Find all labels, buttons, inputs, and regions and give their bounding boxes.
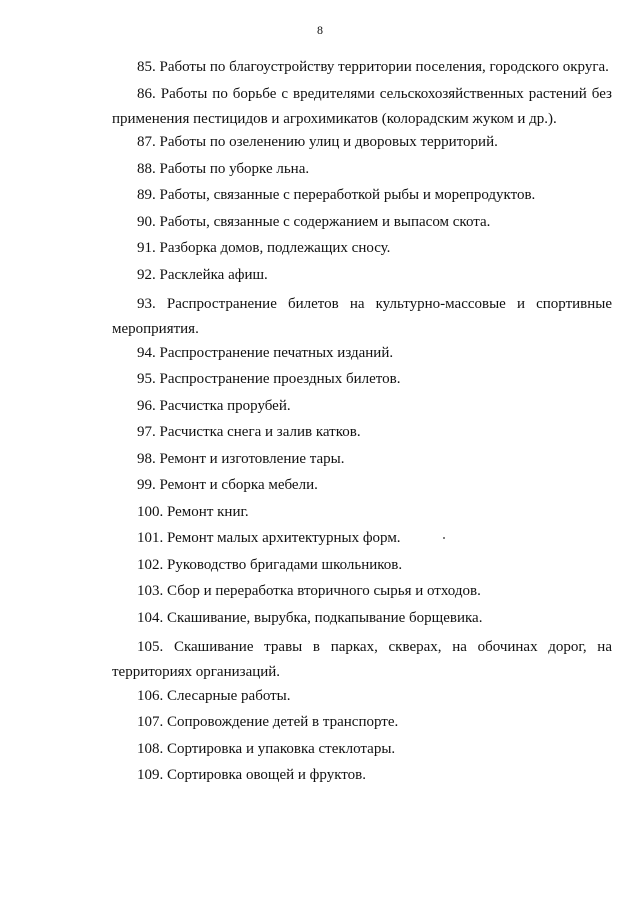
item-number: 86. <box>137 85 156 102</box>
list-item <box>112 713 612 731</box>
item-number: 108. <box>137 740 164 757</box>
list-item <box>112 266 612 284</box>
list-item <box>112 239 612 257</box>
list-item <box>112 133 612 151</box>
scan-speck <box>443 537 445 539</box>
item-text: Работы по борьбе с вредителями сельскохозяйственных растений без применения пестицидов и агрохимикатов (колорадским жуком и др.). <box>112 85 612 127</box>
list-item <box>112 529 612 547</box>
item-text: Разборка домов, подлежащих сносу. <box>159 240 391 256</box>
list-item <box>112 450 612 468</box>
list-item <box>112 160 612 178</box>
list-item <box>112 370 612 388</box>
item-text: Ремонт и изготовление тары. <box>159 450 345 467</box>
item-number: 89. <box>137 187 156 203</box>
item-text: Сортировка овощей и фруктов. <box>167 767 366 783</box>
item-number: 105. <box>137 639 164 655</box>
list-item <box>112 476 612 494</box>
item-text: Работы, связанные с переработкой рыбы и морепродуктов. <box>159 187 536 203</box>
item-number: 87. <box>137 134 156 150</box>
list-item <box>112 423 612 441</box>
item-number: 99. <box>137 477 156 493</box>
list-item <box>112 766 612 784</box>
item-text: Расклейка афиш. <box>159 266 268 283</box>
item-text: Сопровождение детей в транспорте. <box>167 714 399 730</box>
item-text: Расчистка снега и залив катков. <box>159 424 361 440</box>
list-item <box>112 186 612 204</box>
document-body <box>112 55 612 793</box>
item-number: 109. <box>137 767 164 783</box>
page-number: 8 <box>317 23 323 37</box>
list-item <box>112 609 612 627</box>
item-text: Распространение печатных изданий. <box>159 344 394 361</box>
list-item <box>112 55 612 80</box>
item-text: Сортировка и упаковка стеклотары. <box>167 740 396 757</box>
item-number: 93. <box>137 296 156 312</box>
item-text: Расчистка прорубей. <box>159 397 291 414</box>
item-number: 85. <box>137 59 156 75</box>
item-number: 106. <box>137 687 164 704</box>
list-item <box>112 556 612 574</box>
item-text: Скашивание, вырубка, подкапывание борщевика. <box>167 609 483 626</box>
item-text: Работы по озеленению улиц и дворовых территорий. <box>159 134 498 150</box>
item-text: Работы по благоустройству территории поселения, городского округа. <box>159 59 609 75</box>
list-item <box>112 635 612 685</box>
item-number: 107. <box>137 714 164 730</box>
item-text: Распространение билетов на культурно-массовые и спортивные мероприятия. <box>112 296 612 337</box>
list-item <box>112 292 612 342</box>
item-number: 97. <box>137 424 156 440</box>
item-number: 102. <box>137 556 164 573</box>
list-item <box>112 82 612 132</box>
list-item <box>112 213 612 231</box>
item-number: 94. <box>137 344 156 361</box>
item-text: Руководство бригадами школьников. <box>167 556 403 573</box>
item-text: Работы по уборке льна. <box>159 160 310 177</box>
list-item <box>112 397 612 415</box>
item-text: Скашивание травы в парках, скверах, на обочинах дорог, на территориях организаций. <box>112 639 612 680</box>
item-text: Ремонт малых архитектурных форм. <box>167 530 401 546</box>
item-number: 92. <box>137 266 156 283</box>
item-text: Работы, связанные с содержанием и выпасом скота. <box>159 213 491 230</box>
list-item <box>112 740 612 758</box>
item-number: 100. <box>137 503 164 520</box>
list-item <box>112 503 612 521</box>
list-item <box>112 582 612 600</box>
item-text: Сбор и переработка вторичного сырья и отходов. <box>167 583 481 599</box>
list-item <box>112 344 612 362</box>
item-number: 90. <box>137 213 156 230</box>
item-number: 95. <box>137 371 156 387</box>
item-number: 98. <box>137 450 156 467</box>
item-number: 101. <box>137 530 164 546</box>
item-text: Распространение проездных билетов. <box>159 371 401 387</box>
item-number: 103. <box>137 583 164 599</box>
item-number: 104. <box>137 609 164 626</box>
list-item <box>112 687 612 705</box>
item-text: Ремонт и сборка мебели. <box>159 477 318 493</box>
item-text: Ремонт книг. <box>167 503 249 520</box>
item-number: 88. <box>137 160 156 177</box>
item-text: Слесарные работы. <box>167 687 291 704</box>
item-number: 96. <box>137 397 156 414</box>
item-number: 91. <box>137 240 156 256</box>
